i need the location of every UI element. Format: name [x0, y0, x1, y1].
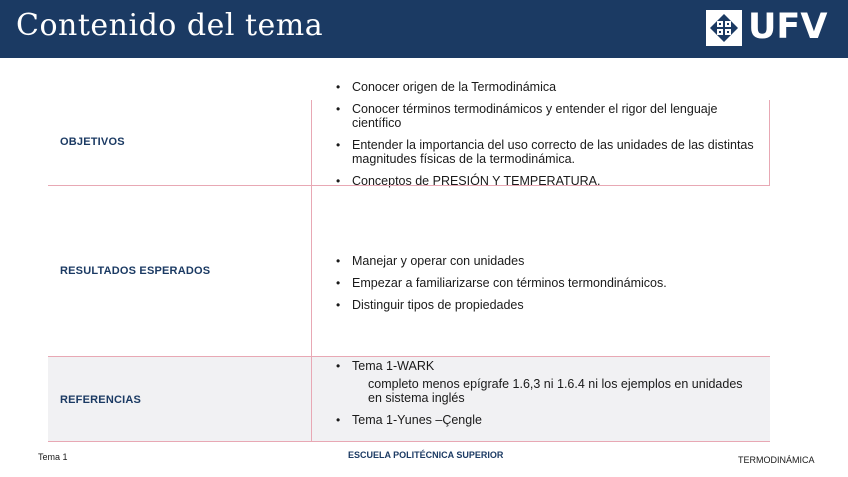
row-label-objetivos: OBJETIVOS [60, 136, 125, 148]
list-item: • Tema 1-WARK [336, 359, 435, 373]
footer-subject: TERMODINÁMICA [738, 455, 815, 465]
list-item: • Entender la importancia del uso correcto de las unidades de las distintas magnitudes físicas de la termodinámica. [336, 138, 754, 166]
list-item: • Conocer origen de la Termodinámica [336, 80, 557, 94]
objetivos-list [336, 80, 766, 188]
table-column-divider [311, 100, 312, 441]
list-item: • Empezar a familiarizarse con términos termondinámicos. [336, 276, 667, 290]
table-right-border [769, 100, 770, 185]
referencias-list [336, 359, 766, 427]
row-label-referencias: REFERENCIAS [60, 394, 142, 406]
list-item: • Conceptos de PRESIÓN Y TEMPERATURA. [336, 174, 601, 188]
list-item: • Tema 1-Yunes –Çengle [336, 413, 482, 427]
table-row-objetivos [48, 72, 770, 188]
reference-note: completo menos epígrafe 1.6,3 ni 1.6.4 ni los ejemplos en unidades en sistema inglés [368, 377, 743, 405]
page-title: Contenido del tema [16, 8, 324, 43]
list-item: • Manejar y operar con unidades [336, 254, 525, 268]
content-table [48, 72, 770, 442]
resultados-list [336, 254, 766, 312]
list-item: • Conocer términos termodinámicos y entender el rigor del lenguaje científico [336, 102, 718, 130]
list-item: • Distinguir tipos de propiedades [336, 298, 524, 312]
logo-text: UFV [748, 7, 828, 47]
table-row-referencias [48, 356, 770, 442]
footer-school: ESCUELA POLITÉCNICA SUPERIOR [348, 450, 504, 460]
header-bar [0, 0, 848, 58]
row-label-resultados: RESULTADOS ESPERADOS [60, 265, 211, 277]
ufv-emblem-icon [706, 10, 742, 46]
table-row-resultados [48, 185, 770, 356]
footer-topic: Tema 1 [38, 452, 68, 462]
ufv-logo [706, 7, 830, 47]
